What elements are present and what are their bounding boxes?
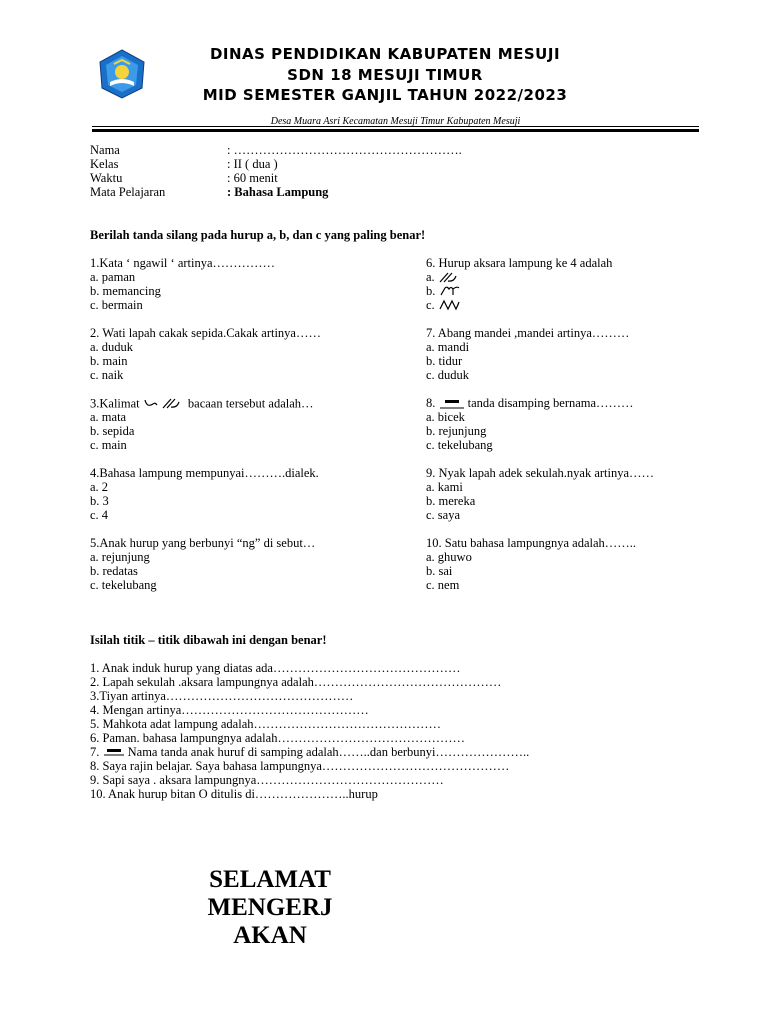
question-10: 10. Satu bahasa lampungnya adalah…….. [426, 536, 637, 550]
q1-option-c: c. bermain [90, 298, 143, 312]
q7-option-c: c. duduk [426, 368, 470, 382]
q2-option-b: b. main [90, 354, 128, 368]
fill-item-6: 6. Paman. bahasa lampungnya adalah……………………………………… [90, 731, 465, 745]
fill-item-5: 5. Mahkota adat lampung adalah……………………………………… [90, 717, 441, 731]
fill-item-3: 3.Tiyan artinya……………………………………… [90, 689, 354, 703]
question-3-start: 3.Kalimat [90, 396, 140, 411]
lampung-script-icon [143, 396, 185, 413]
q1-option-a: a. paman [90, 270, 136, 284]
question-2: 2. Wati lapah cakak sepida.Cakak artinya…… [90, 326, 321, 340]
q4-option-b: b. 3 [90, 494, 109, 508]
q7-option-b: b. tidur [426, 354, 463, 368]
q7-option-a: a. mandi [426, 340, 470, 354]
fill-item-9: 9. Sapi saya . aksara lampungnya……………………………………… [90, 773, 444, 787]
q9-option-a: a. kami [426, 480, 463, 494]
question-5: 5.Anak hurup yang berbunyi “ng” di sebut… [90, 536, 316, 550]
identity-label-nama: Nama [90, 143, 120, 157]
q1-option-b: b. memancing [90, 284, 161, 298]
identity-label-mapel: Mata Pelajaran [90, 185, 166, 199]
q3-option-b: b. sepida [90, 424, 135, 438]
q6-option-c [426, 298, 460, 314]
q8-option-a: a. bicek [426, 410, 465, 424]
section2-instruction: Isilah titik – titik dibawah ini dengan benar! [90, 633, 327, 647]
identity-value-kelas: : II ( dua ) [227, 157, 278, 171]
fill-item-10: 10. Anak hurup bitan O ditulis di…………………..hurup [90, 787, 378, 801]
question-1: 1.Kata ‘ ngawil ‘ artinya…………… [90, 256, 276, 270]
q9-option-c: c. saya [426, 508, 461, 522]
closing-line-1: SELAMAT [209, 866, 331, 893]
question-9: 9. Nyak lapah adek sekulah.nyak artinya…… [426, 466, 655, 480]
q8-option-c: c. tekelubang [426, 438, 493, 452]
q5-option-a: a. rejunjung [90, 550, 150, 564]
question-6: 6. Hurup aksara lampung ke 4 adalah [426, 256, 613, 270]
identity-label-kelas: Kelas [90, 157, 119, 171]
header-address: Desa Muara Asri Kecamatan Mesuji Timur Kabupaten Mesuji [270, 116, 521, 127]
header-line1: DINAS PENDIDIKAN KABUPATEN MESUJI [209, 45, 561, 63]
q8-option-b: b. rejunjung [426, 424, 487, 438]
q3-option-c: c. main [90, 438, 127, 452]
fill-item-4: 4. Mengan artinya……………………………………… [90, 703, 369, 717]
header-rule-thick [92, 129, 699, 132]
q10-option-b: b. sai [426, 564, 453, 578]
identity-value-nama: : ………………………………………………. [227, 143, 462, 157]
identity-label-waktu: Waktu [90, 171, 123, 185]
header-line2: SDN 18 MESUJI TIMUR [287, 66, 483, 84]
q10-option-c: c. nem [426, 578, 460, 592]
q5-option-c: c. tekelubang [90, 578, 157, 592]
question-8-text: tanda disamping bernama……… [467, 396, 634, 410]
question-3-end: bacaan tersebut adalah… [187, 396, 314, 411]
fill-item-2: 2. Lapah sekulah .aksara lampungnya adalah……………………………………… [90, 675, 502, 689]
q4-option-c: c. 4 [90, 508, 109, 522]
fill-item-7-number: 7. [90, 745, 100, 759]
identity-value-waktu: : 60 menit [227, 171, 278, 185]
closing-line-2: MENGERJ [207, 894, 333, 921]
header-line3: MID SEMESTER GANJIL TAHUN 2022/2023 [202, 86, 568, 104]
fill-item-7-text: Nama tanda anak huruf di samping adalah……..dan berbunyi………………….. [127, 745, 530, 759]
q3-option-a: a. mata [90, 410, 127, 424]
q6-option-c-label: c. [426, 298, 435, 312]
header-rule [92, 126, 699, 127]
closing-line-3: AKAN [233, 922, 307, 949]
q6-option-a-label: a. [426, 270, 435, 284]
question-8-number: 8. [426, 396, 436, 410]
identity-value-mapel: : Bahasa Lampung [227, 185, 329, 199]
q10-option-a: a. ghuwo [426, 550, 472, 564]
question-4: 4.Bahasa lampung mempunyai……….dialek. [90, 466, 319, 480]
q5-option-b: b. redatas [90, 564, 138, 578]
q4-option-a: a. 2 [90, 480, 109, 494]
section1-instruction: Berilah tanda silang pada hurup a, b, dan c yang paling benar! [90, 228, 426, 242]
q2-option-a: a. duduk [90, 340, 134, 354]
q6-option-b-label: b. [426, 284, 436, 298]
fill-item-8: 8. Saya rajin belajar. Saya bahasa lampungnya……………………………………… [90, 759, 510, 773]
q2-option-c: c. naik [90, 368, 124, 382]
fill-item-1: 1. Anak induk hurup yang diatas ada……………………………………… [90, 661, 461, 675]
q9-option-b: b. mereka [426, 494, 476, 508]
lampung-script-icon [438, 299, 460, 314]
question-7: 7. Abang mandei ,mandei artinya……… [426, 326, 630, 340]
